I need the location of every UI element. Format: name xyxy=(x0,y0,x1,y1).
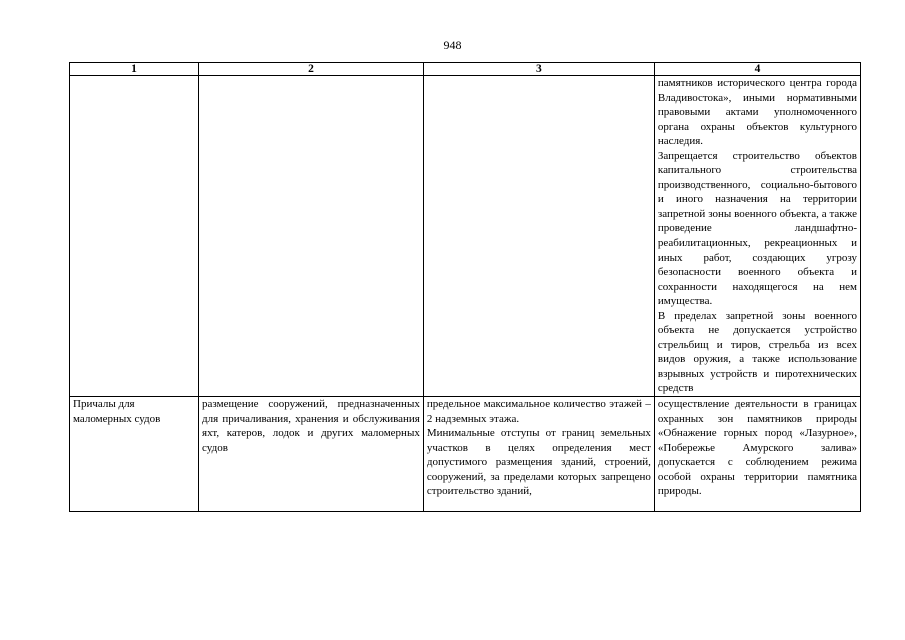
header-col-3: 3 xyxy=(423,63,654,76)
cell-land-use-type xyxy=(70,397,199,512)
page-number: 948 xyxy=(443,38,462,52)
header-col-2: 2 xyxy=(199,63,424,76)
restriction-paragraph: памятников исторического центра города Владивостока», иными нормативными правовыми актами уполномоченного органа охраны объектов культурного наследия. xyxy=(657,77,857,148)
cell-empty xyxy=(423,76,654,397)
table-row xyxy=(70,76,861,397)
cell-empty xyxy=(199,76,424,397)
cell-description xyxy=(199,397,424,512)
restriction-paragraph: Запрещается строительство объектов капитального строительства производственного, социально-бытового и иного назначения на территории запретной зоны военного объекта, а также проведение ландшафтно-реабилитационных, рекреационных и иных работ, создающих угрозу безопасности военного объекта и сохранности находящегося на нем имущества. xyxy=(657,149,857,308)
parameter-paragraph: Минимальные отступы от границ земельных участков в целях определения мест допустимого размещения зданий, строений, сооружений, за пределами которых запрещено строительство зданий, xyxy=(426,427,651,498)
description-text: размещение сооружений, предназначенных для причаливания, хранения и обслуживания яхт, катеров, лодок и других маломерных судов xyxy=(202,398,420,454)
header-col-4: 4 xyxy=(654,63,860,76)
header-col-1: 1 xyxy=(70,63,199,76)
regulation-table xyxy=(69,62,861,512)
header-row xyxy=(70,63,861,76)
table-row xyxy=(70,397,861,512)
cell-restrictions xyxy=(654,76,860,397)
cell-parameters xyxy=(423,397,654,512)
cell-empty xyxy=(70,76,199,397)
conditions-text: осуществление деятельности в границах охранных зон памятников природы «Обнажение горных пород «Лазурное», «Побережье Амурского залива» допускается с соблюдением режима особой охраны территории памятника природы. xyxy=(657,398,857,498)
parameter-paragraph: предельное максимальное количество этажей – 2 надземных этажа. xyxy=(426,398,651,425)
land-use-type-text: Причалы для маломерных судов xyxy=(73,398,161,425)
parameters-block xyxy=(427,397,651,511)
cell-conditions xyxy=(654,397,860,512)
restriction-paragraph: В пределах запретной зоны военного объекта не допускается устройство стрельбищ и тиров, стрельба из всех видов оружия, а также использование взрывных устройств и пиротехнических средств xyxy=(657,309,857,395)
